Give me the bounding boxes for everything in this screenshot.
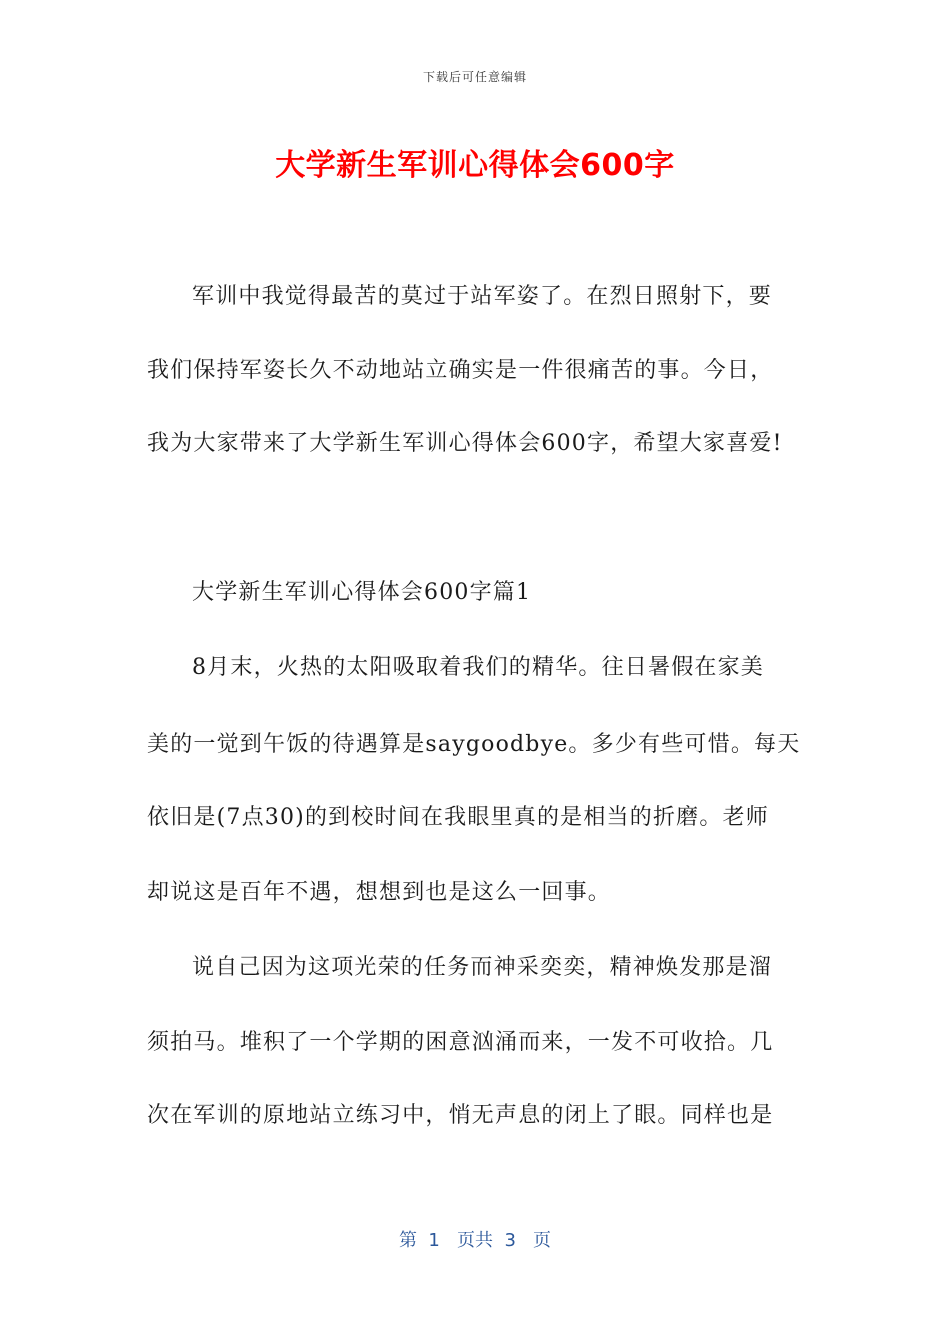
intro-line-3: 我为大家带来了大学新生军训心得体会600字，希望大家喜爱! <box>147 431 783 456</box>
paragraph1-line-4: 却说这是百年不遇，想想到也是这么一回事。 <box>147 880 612 905</box>
header-note: 下载后可任意编辑 <box>422 70 527 84</box>
paragraph2-line-2: 须拍马。堆积了一个学期的困意汹涌而来，一发不可收拾。几 <box>147 1030 774 1055</box>
paragraph2-line-1: 说自己因为这项光荣的任务而神采奕奕，精神焕发那是溜 <box>192 955 773 980</box>
paragraph1-line-1: 8月末，火热的太阳吸取着我们的精华。往日暑假在家美 <box>192 655 764 680</box>
paragraph1-line-2: 美的一觉到午饭的待遇算是saygoodbye。多少有些可惜。每天 <box>147 732 801 757</box>
paragraph1-line-3: 依旧是(7点30)的到校时间在我眼里真的是相当的折磨。老师 <box>147 805 769 830</box>
page-footer: 第 1 页共 3 页 <box>398 1230 552 1251</box>
section-heading: 大学新生军训心得体会600字篇1 <box>192 580 532 605</box>
document-title: 大学新生军训心得体会600字 <box>275 148 675 183</box>
intro-line-1: 军训中我觉得最苦的莫过于站军姿了。在烈日照射下，要 <box>192 284 773 309</box>
intro-line-2: 我们保持军姿长久不动地站立确实是一件很痛苦的事。今日， <box>147 358 774 383</box>
paragraph2-line-3: 次在军训的原地站立练习中，悄无声息的闭上了眼。同样也是 <box>147 1103 774 1128</box>
